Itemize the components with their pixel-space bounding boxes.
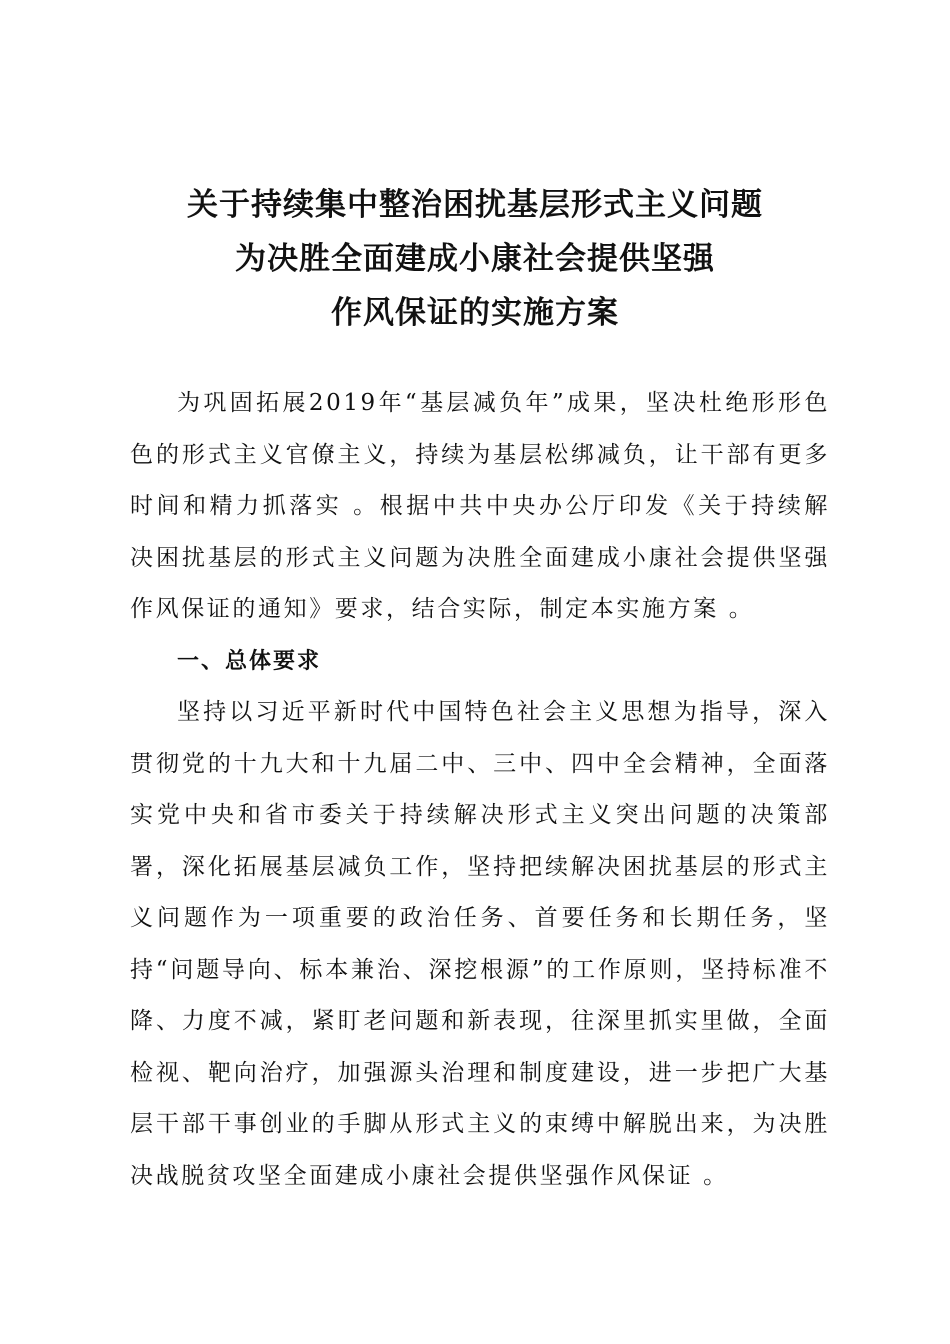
document-title	[120, 178, 830, 340]
section-1-paragraph: 坚持以习近平新时代中国特色社会主义思想为指导，深入贯彻党的十九大和十九届二中、三中、四中全会精神，全面落实党中央和省市委关于持续解决形式主义突出问题的决策部署，深化拓展基层减负工作，坚持把续解决困扰基层的形式主义问题作为一项重要的政治任务、首要任务和长期任务，坚持“问题导向、标本兼治、深挖根源”的工作原则，坚持标准不降、力度不减，紧盯老问题和新表现，往深里抓实里做，全面检视、靶向治疗，加强源头治理和制度建设，进一步把广大基层干部干事创业的手脚从形式主义的束缚中解脱出来，为决胜决战脱贫攻坚全面建成小康社会提供坚强作风保证 。	[130, 699, 830, 1189]
intro-paragraph: 为巩固拓展2019年“基层减负年”成果，坚决杜绝形形色色的形式主义官僚主义，持续为基层松绑减负，让干部有更多时间和精力抓落实 。根据中共中央办公厅印发《关于持续解决困扰基层的形式主义问题为决胜全面建成小康社会提供坚强作风保证的通知》要求，结合实际，制定本实施方案 。	[130, 390, 830, 622]
title-line-2: 为决胜全面建成小康社会提供坚强	[235, 241, 715, 277]
title-line-3: 作风保证的实施方案	[331, 295, 619, 331]
title-line-1: 关于持续集中整治困扰基层形式主义问题	[187, 187, 763, 223]
document-body	[130, 378, 830, 1202]
section-heading-general-requirements: 一、总体要求	[177, 648, 322, 674]
